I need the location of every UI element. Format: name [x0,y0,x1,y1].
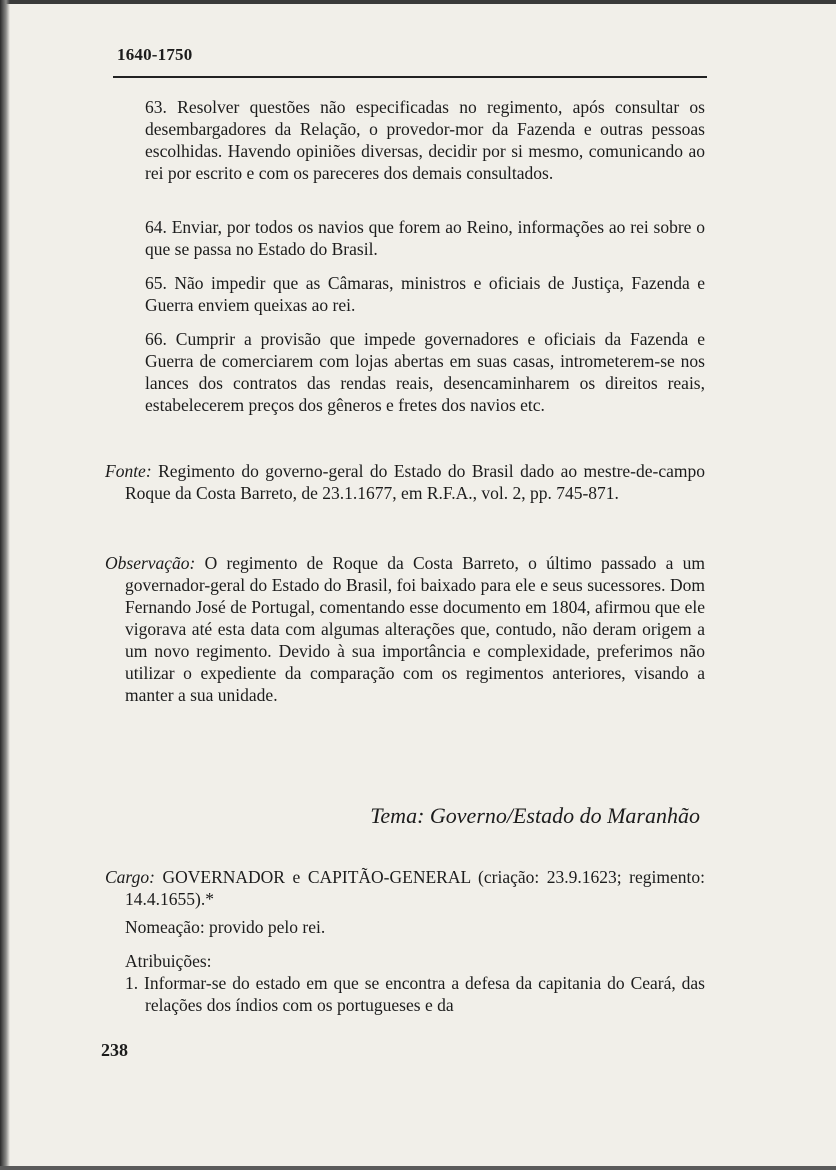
page-edge-top [0,0,836,4]
cargo-paragraph [105,866,705,910]
section-tema-title: Tema: Governo/Estado do Maranhão [370,803,700,828]
page-number: 238 [101,1040,128,1060]
page-edge-bottom [0,1166,836,1170]
page-edge-left [0,0,10,1170]
atribuicao-item-1: 1. Informar-se do estado em que se encontra a defesa da capitania do Ceará, das relações dos índios com os portugueses e da [125,973,705,1015]
fonte-paragraph [105,460,705,504]
nomeacao-line: Nomeação: provido pelo rei. [125,917,326,937]
cargo-label: Cargo: [105,867,155,887]
item-63: 63. Resolver questões não especificadas no regimento, após consultar os desembargadores da Relação, o provedor-mor da Fazenda e outras pessoas escolhidas. Havendo opiniões diversas, decidir por si mesmo, comunicando ao rei por escrito e com os pareceres dos demais consultados. [145,97,705,183]
fonte-label: Fonte: [105,461,152,481]
atribuicoes-heading: Atribuições: [125,951,212,971]
cargo-text: GOVERNADOR e CAPITÃO-GENERAL (criação: 23.9.1623; regimento: 14.4.1655).* [125,867,705,909]
item-64: 64. Enviar, por todos os navios que forem ao Reino, informações ao rei sobre o que se passa no Estado do Brasil. [145,217,705,259]
observacao-text: O regimento de Roque da Costa Barreto, o último passado a um governador-geral do Estado do Brasil, foi baixado para ele e seus sucessores. Dom Fernando José de Portugal, comentando esse documento em 1804, afirmou que ele vigorava até esta data com algumas alterações que, contudo, não deram origem a um novo regimento. Devido à sua importância e complexidade, preferimos não utilizar o expediente da comparação com os regimentos anteriores, visando a manter a sua unidade. [125,553,705,705]
item-65: 65. Não impedir que as Câmaras, ministros e oficiais de Justiça, Fazenda e Guerra enviem queixas ao rei. [145,273,705,315]
item-66: 66. Cumprir a provisão que impede governadores e oficiais da Fazenda e Guerra de comerciarem com lojas abertas em suas casas, intrometerem-se nos lances dos contratos das rendas reais, desencaminharem os direitos reais, estabelecerem preços dos gêneros e fretes dos navios etc. [145,329,705,415]
observacao-paragraph [105,552,705,706]
observacao-label: Observação: [105,553,196,573]
running-header: 1640-1750 [117,45,193,64]
header-rule [113,76,707,78]
fonte-text: Regimento do governo-geral do Estado do Brasil dado ao mestre-de-campo Roque da Costa Barreto, de 23.1.1677, em R.F.A., vol. 2, pp. 745-871. [125,461,705,503]
